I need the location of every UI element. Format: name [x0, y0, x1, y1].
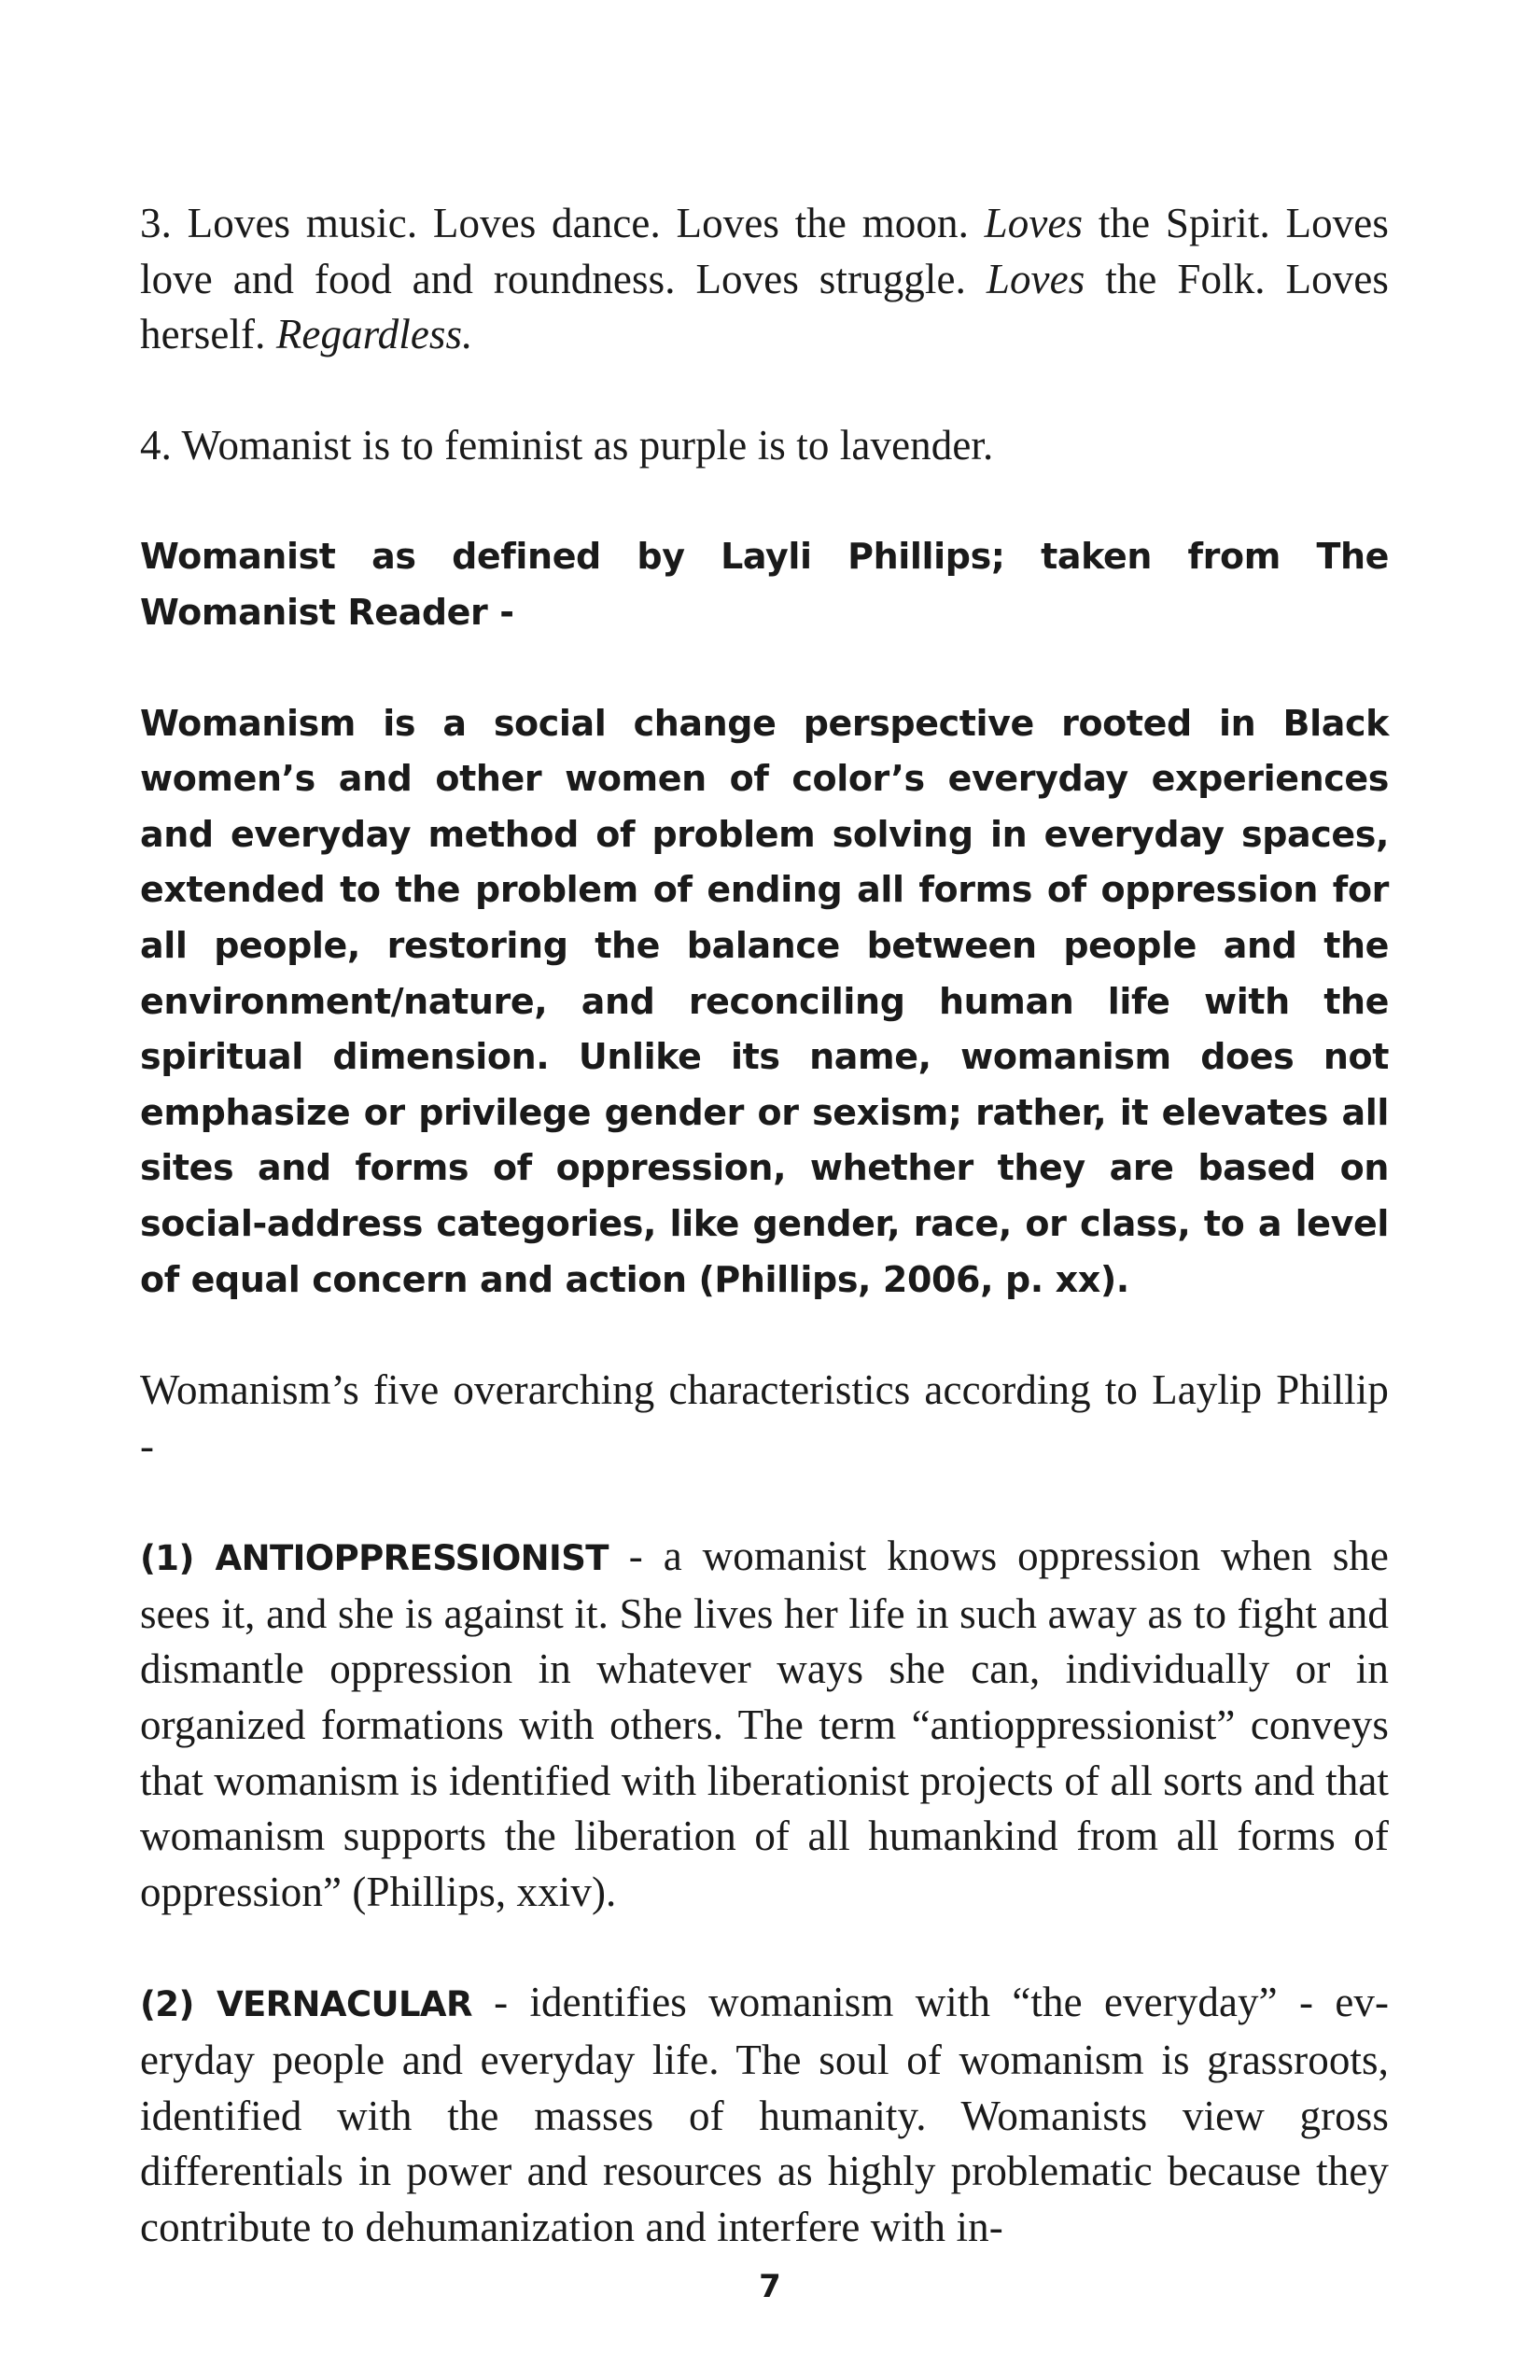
- term-label: (1) ANTIOPPRESSIONIST: [140, 1538, 609, 1579]
- text-run: 3. Loves music. Loves dance. Loves the moon.: [140, 200, 985, 246]
- page-number: 7: [759, 2268, 781, 2305]
- characteristic-vernacular: [140, 1975, 1389, 2255]
- term-description: - identifies womanism with “the everyday” - everyday people and everyday life. The soul of womanism is grassroots, identified with the masses of humanity. Womanists view gross differentials in power and resources as highly problematic because they contribute to dehumanization and interfere with in-: [140, 1979, 1389, 2250]
- term-description: - a womanist knows oppression when she sees it, and she is against it. She lives her life in such away as to fight and dismantle oppression in whatever ways she can, individually or in organized formations with others. The term “antioppressionist” conveys that womanism is identified with liberationist projects of all sorts and that womanism supports the liberation of all humankind from all forms of oppression” (Phillips, xxiv).: [140, 1533, 1389, 1915]
- term-label: (2) VERNACULAR: [140, 1984, 472, 2025]
- paragraph-purple-lavender: 4. Womanist is to feminist as purple is to lavender.: [140, 421, 994, 469]
- italic-run: Loves: [986, 255, 1085, 302]
- italic-run: Regardless.: [275, 311, 473, 358]
- section-heading: Womanist as defined by Layli Phillips; taken from The Womanist Reader -: [140, 536, 1389, 633]
- characteristic-antioppressionist: [140, 1529, 1389, 1920]
- paragraph-loves: [140, 196, 1389, 363]
- text-run: the Spirit. Loves love and food and roundness. Loves struggle.: [140, 200, 1389, 302]
- definition-paragraph: Womanism is a social change perspective rooted in Black women’s and other women of color’s everyday experiences and everyday method of problem solving in everyday spaces, extended to the problem of ending all forms of oppression for all people, restoring the balance between people and the environment/nature, and reconciling human life with the spiritual dimension. Unlike its name, womanism does not emphasize or privilege gender or sexism; rather, it elevates all sites and forms of oppression, whether they are based on social-address categories, like gender, race, or class, to a level of equal concern and action (Phillips, 2006, p. xx).: [140, 702, 1389, 1300]
- text-run: the Folk. Loves herself.: [140, 255, 1390, 358]
- italic-run: Loves: [984, 200, 1084, 246]
- document-page: [140, 196, 1389, 2255]
- characteristics-intro: Womanism’s five overarching characteristics according to Laylip Phillip -: [140, 1366, 1389, 1469]
